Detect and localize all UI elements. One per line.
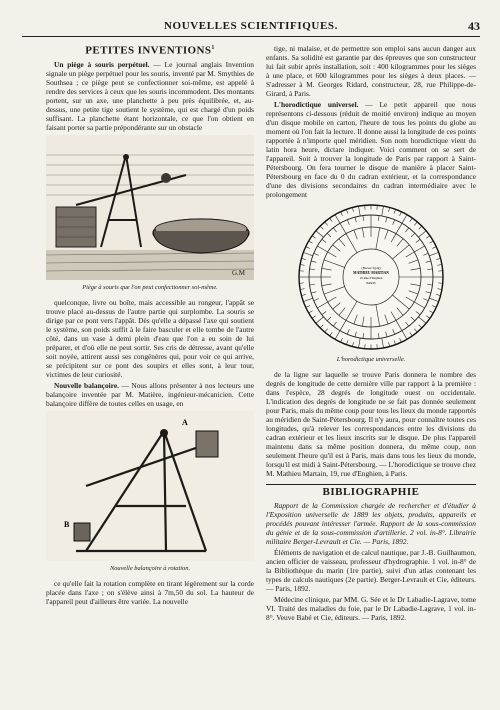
swing-illustration [46,411,254,561]
right-column [266,44,476,624]
swing-caption: Nouvelle balançoire à rotation. [109,564,191,572]
dial-center-line3: 19 Rue d'Enghien [359,276,383,280]
bibliography-entry: Médecine clinique, par MM. G. Sée et le Dr Labadie-Lagrave, tome VI. Traité des maladies du foie, par le Dr Labadie-Lagrave, 1 vol. in-8°. Veuve Babé et Cie, éditeurs. — Paris, 1892. [266,595,476,622]
page-number: 43 [468,19,480,33]
bibliography-entry [266,501,476,546]
running-title: NOUVELLES SCIENTIFIQUES. [164,20,338,32]
figure-label-a: A [182,417,188,427]
article-horodictique-continued: de la ligne sur laquelle se trouve Paris donnera le nombre des degrés de longitude de cette dernière ville par rapport à la première : dans l'espèce, 28 degrés de longitude ouest ou occidentale. L'indication des degrés de longitude ne se fait pas donnée seulement pour Paris, mais du même coup pour tous les lieux du monde rapportés au méridien de Saint-Pétersbourg. Il n'y aura, pour connaître toutes ces longitudes, qu'à relever les correspondances entre les divisions du cadran extérieur et les lieux inscrits sur le disque. De plus l'appareil maintenu dans sa même position donnera, du même coup, non seulement l'heure qu'il est à Paris, mais dans tous les lieux du monde, lorsqu'il est midi à Saint-Pétersbourg. — L'horodictique se trouve chez M. Mathieu Martain, 19, rue d'Enghien, à Paris. [266,370,476,478]
section-divider [266,484,476,485]
dial-figure [266,202,476,354]
article-text: — Nous allons présenter à nos lecteurs une balançoire inventée par M. Matière, ingénieur-mécanicien. Cette balançoire diffère de toutes celles en usage, en [46,380,254,408]
dial-center-line1: (Brevet Sgdg) [361,266,381,270]
article-lead: L'horodictique universel. [274,100,359,109]
section-title-text: PETITES INVENTIONS [85,44,212,57]
bibliography-entry-text: Rapport de la Commission chargée de rechercher et d'étudier à l'Exposition universelle de 1889 les objets, produits, appareils et procédés pouvant intéresser l'armée. Rapport de la sous-commission du génie et de la sous-commission d'artillerie. 2 vol. in-8°. Librairie militaire Berger-Levrault et Cie. — Paris, 1892. [266,501,476,546]
page-header [22,18,480,37]
bibliography-title: BIBLIOGRAPHIE [322,486,420,498]
mousetrap-figure [46,135,254,282]
left-column [46,44,254,608]
dial-center-line4: PARIS [366,281,376,285]
horodictique-dial [266,202,476,352]
article-mousetrap-intro [46,60,254,132]
engraver-signature: G.M [232,268,246,277]
mousetrap-caption: Piège à souris que l'on peut confectionner soi-même. [82,283,218,291]
article-swing-continued: ce qu'elle fait la rotation complète en tirant légèrement sur la corde placée dans l'axe ; on s'élève ainsi à 7m,50 du sol. La hauteur de l'appareil peut d'ailleurs être variée. La nouvelle [46,578,254,606]
section-title [46,44,254,56]
figure-label-b: B [64,519,70,529]
article-swing-end: tige, ni malaise, et de permettre son emploi sans aucun danger aux enfants. Sa solidité est garantie par des épreuves que son constructeur lui fait subir après installation, soit : 400 kilogrammes pour les sièges à une place, et 600 kilogrammes pour les sièges à deux places. — S'adresser à M. Georges Ridard, constructeur, 28, rue Philippe-de-Girard, à Paris. [266,44,476,98]
article-mousetrap-continued: quelconque, livre ou boîte, mais accessible au rongeur, l'appât se trouve placé au-dessus de l'autre partie qui surplombe. La souris se dirige par ce pont vers l'appât. Dès qu'elle a dépassé l'axe qui soutient le système, son poids suffit à le faire basculer et elle tombe de l'autre côté, dans un vase à demi plein d'eau que l'on a eu soin de lui préparer, et d'où elle ne peut sortir. Ses cris de détresse, avant qu'elle soit noyée, attirent aussi ses congénères qui, pour voir ce qui arrive, se précipitent sur ce pont des soupirs et elles sont, à leur tour, victimes de leur curiosité. [46,297,254,379]
footnote-marker: 1 [211,45,215,51]
bibliography-entry: Éléments de navigation et de calcul nautique, par J.-B. Guilhaumon, ancien officier de vaisseau, professeur d'hydrographie. 1 vol. in-8° de la Bibliothèque du marin (1re partie), suivi d'un atlas contenant les types de calculs nautiques (2e partie). Berger-Levrault et Cie, éditeurs. — Paris, 1892. [266,548,476,593]
mousetrap-illustration [46,135,254,280]
dial-caption: L'horodictique universelle. [336,356,406,363]
article-lead: Nouvelle balançoire. [54,380,119,390]
article-text: — Le journal anglais Invention signale un piège perpétuel pour les souris, inventé par M. Smythies de Southsea ; ce piège peut se confectionner soi-même, est appelé à rendre des services à ceux que les souris incommodent. Des montants portent, sur un axe, une planchette à peu près équilibrée, et, au-dessus, une petite tige soutient le système, qui est chargé d'un poids suffisant. La planchette étant horizontale, ce que l'on obtient en faisant porter sa partie prépondérante sur un obstacle [46,59,254,132]
swing-figure [46,411,254,563]
article-lead: Un piège à souris perpétuel. [54,59,150,69]
article-swing-intro [46,381,254,408]
dial-center-line2: MATHIEU MARTIAN [353,271,389,275]
article-text: — Le petit appareil que nous représentons ci-dessous (réduit de moitié environ) indique au moyen d'un disque mobile en carton, l'heure de tous les points du globe au moment où l'on fait la lecture. Il donne aussi la longitude de ces points rapportée à n'importe quel méridien. Son nom horodictique vient du latin hora heure, dictare indiquer. Voici comment on se sert de l'appareil. Soit à trouver la longitude de Paris par rapport à Saint-Pétersbourg. On fera tourner le disque de manière à placer Saint-Pétersbourg en face du 0 du cadran extérieur, et la correspondance d'une des divisions secondaires du cadran intermédiaire avec le prolongement [266,100,477,199]
article-horodictique [266,100,476,199]
